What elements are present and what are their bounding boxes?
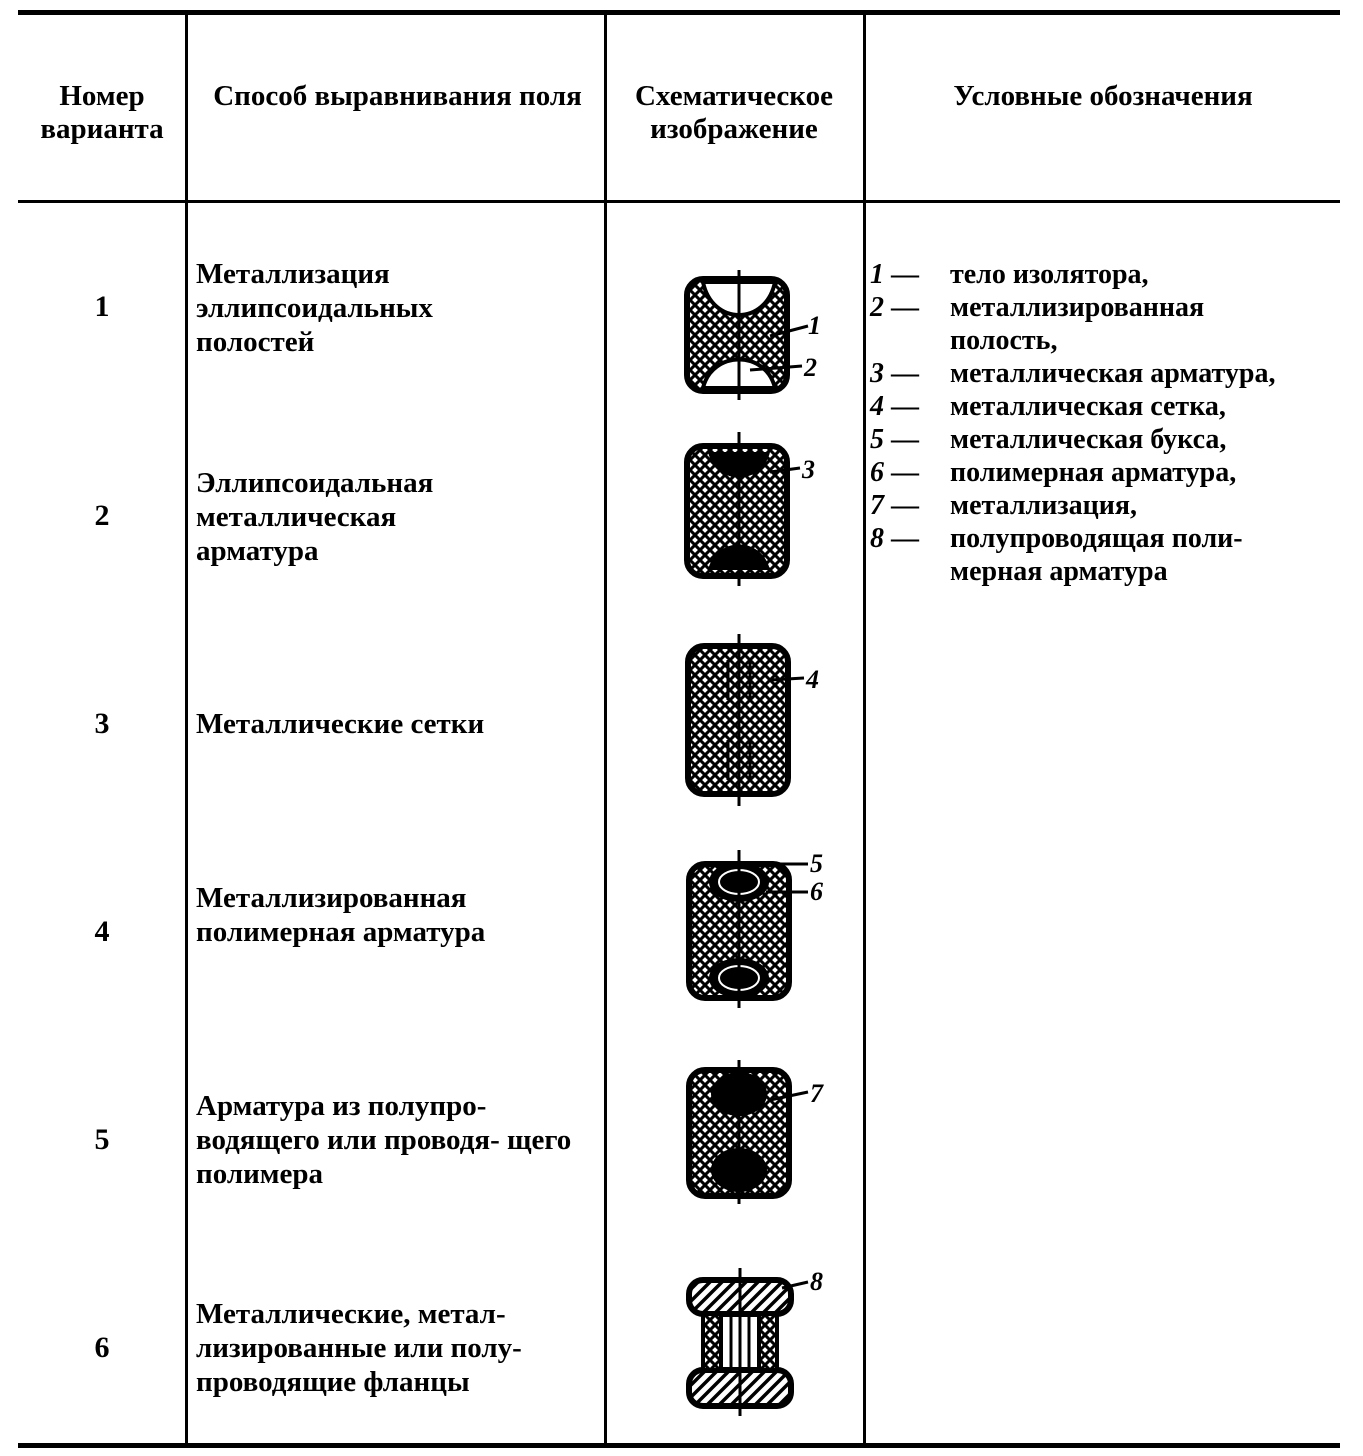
row-method-5: Арматура из полупро- водящего или проводя- щего полимера [196,1090,572,1190]
row-method-4: Металлизированная полимерная арматура [196,882,486,948]
schematic-variant-3 [688,634,804,806]
legend-item-2-continuation: полость, [950,325,1058,356]
row-method-6: Металлические, метал- лизированные или полу- проводящие фланцы [196,1298,522,1398]
header-legend: Условные обозначения [953,80,1253,112]
header-method: Способ выравнивания поля [213,80,582,112]
diagram-label-6: 6 [810,877,823,906]
row-method-2: Эллипсоидальная металлическая арматура [196,467,434,567]
row-number-4: 4 [94,915,110,948]
schematic-variant-6 [689,1268,808,1416]
row-number-6: 6 [94,1331,110,1364]
legend-item-2: 2 — металлизированная [870,292,1205,323]
row-number-2: 2 [94,499,110,532]
legend-item-7: 7 — металлизация, [870,490,1138,521]
row-number-3: 3 [94,707,110,740]
row-number-1: 1 [94,290,110,323]
diagram-label-2: 2 [804,353,817,382]
legend-item-4: 4 — металлическая сетка, [870,391,1226,422]
header-schematic: Схематическое изображение [634,80,833,145]
schematic-variant-1 [687,270,808,400]
legend-item-8-continuation: мерная арматура [950,556,1168,587]
row-number-5: 5 [94,1123,110,1156]
legend-item-3: 3 — металлическая арматура, [870,358,1276,389]
schematic-variant-2 [687,432,800,586]
diagram-label-3: 3 [802,455,815,484]
header-variant: Номер варианта [40,80,164,145]
legend-item-6: 6 — полимерная арматура, [870,457,1237,488]
legend-item-5: 5 — металлическая букса, [870,424,1227,455]
diagram-label-4: 4 [806,665,819,694]
schematic-variant-5 [689,1060,808,1204]
legend-item-8: 8 — полупроводящая поли- [870,523,1243,554]
diagram-label-7: 7 [810,1079,823,1108]
row-method-3: Металлические сетки [196,708,485,740]
row-method-1: Металлизация эллипсоидальных полостей [196,258,433,358]
diagram-label-1: 1 [808,311,821,340]
legend-item-1: 1 — тело изолятора, [870,259,1149,290]
diagram-label-5: 5 [810,849,823,878]
diagram-label-8: 8 [810,1267,823,1296]
schematic-variant-4 [689,850,808,1008]
